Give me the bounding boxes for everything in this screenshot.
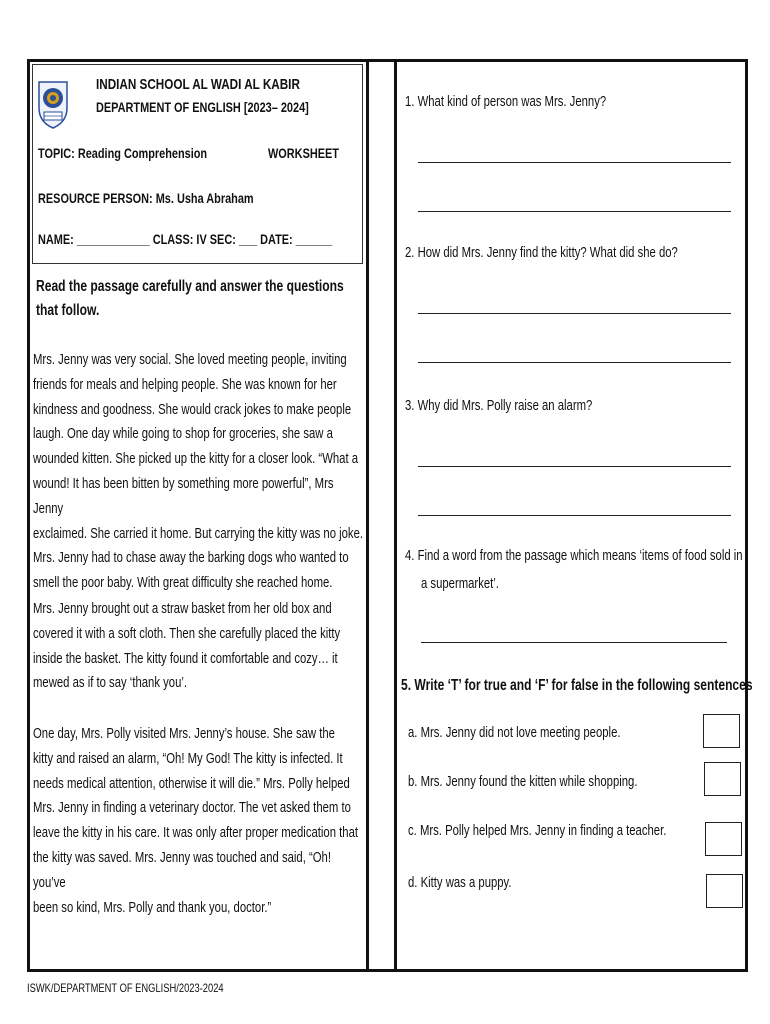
true-false-item-a: a. Mrs. Jenny did not love meeting people. — [408, 725, 621, 741]
question-1: 1. What kind of person was Mrs. Jenny? — [405, 94, 607, 110]
answer-box-a[interactable] — [703, 714, 740, 748]
answer-line[interactable] — [418, 313, 731, 314]
answer-box-c[interactable] — [705, 822, 742, 856]
topic-label: TOPIC: Reading Comprehension — [38, 145, 208, 161]
true-false-item-b: b. Mrs. Jenny found the kitten while shopping. — [408, 774, 638, 790]
student-details-row: NAME: ____________ CLASS: IV SEC: ___ DATE: ______ — [38, 231, 333, 247]
answer-line[interactable] — [418, 211, 731, 212]
column-divider-left — [366, 59, 369, 972]
department-name: DEPARTMENT OF ENGLISH [2023– 2024] — [96, 99, 309, 115]
answer-box-b[interactable] — [704, 762, 741, 796]
column-divider-right — [394, 59, 397, 972]
question-4: 4. Find a word from the passage which means ‘items of food sold in — [405, 548, 743, 564]
passage-paragraph-2: Mrs. Jenny brought out a straw basket from her old box and covered it with a soft cloth. Then she carefully placed the kitty inside the basket. The kitty found it comfortable and cozy… it mewed as if to say ‘thank you’. — [33, 601, 341, 692]
worksheet-label: WORKSHEET — [268, 145, 339, 161]
answer-line[interactable] — [418, 515, 731, 516]
question-4-continued: a supermarket’. — [421, 576, 499, 592]
passage-paragraph-3: One day, Mrs. Polly visited Mrs. Jenny’s house. She saw the kitty and raised an alarm, “Oh! My God! The kitty is infected. It needs medical attention, otherwise it will die.” Mrs. Polly helped Mrs. Jenny in finding a veterinary doctor. The vet asked them to leave the kitty in his care. It was only after proper medication that the kitty was saved. Mrs. Jenny was touched and said, “Oh! you’ve been so kind, Mrs. Polly and thank you, doctor.” — [33, 726, 359, 916]
answer-line[interactable] — [418, 162, 731, 163]
true-false-item-c: c. Mrs. Polly helped Mrs. Jenny in finding a teacher. — [408, 823, 667, 839]
question-2: 2. How did Mrs. Jenny find the kitty? What did she do? — [405, 245, 678, 261]
answer-line[interactable] — [418, 466, 731, 467]
school-name: INDIAN SCHOOL AL WADI AL KABIR — [96, 76, 300, 93]
instruction-text: Read the passage carefully and answer the questions that follow. — [36, 278, 344, 319]
question-3: 3. Why did Mrs. Polly raise an alarm? — [405, 398, 593, 414]
resource-person: RESOURCE PERSON: Ms. Usha Abraham — [38, 190, 254, 206]
school-crest-icon — [36, 78, 70, 130]
true-false-heading: 5. Write ‘T’ for true and ‘F’ for false in the following sentences — [401, 677, 753, 694]
answer-line[interactable] — [421, 642, 727, 643]
passage-paragraph-1: Mrs. Jenny was very social. She loved meeting people, inviting friends for meals and helping people. She was known for her kindness and goodness. She would crack jokes to make people laugh. One day while going to shop for groceries, she saw a wounded kitten. She picked up the kitty for a closer look. “What a wound! It has been bitten by something more powerful”, Mrs Jenny exclaimed. She carried it home. But carrying the kitty was no joke. Mrs. Jenny had to chase away the barking dogs who wanted to smell the poor baby. With great difficulty she reached home. — [33, 352, 364, 592]
true-false-item-d: d. Kitty was a puppy. — [408, 875, 512, 891]
footer-text: ISWK/DEPARTMENT OF ENGLISH/2023-2024 — [27, 981, 224, 995]
answer-box-d[interactable] — [706, 874, 743, 908]
answer-line[interactable] — [418, 362, 731, 363]
